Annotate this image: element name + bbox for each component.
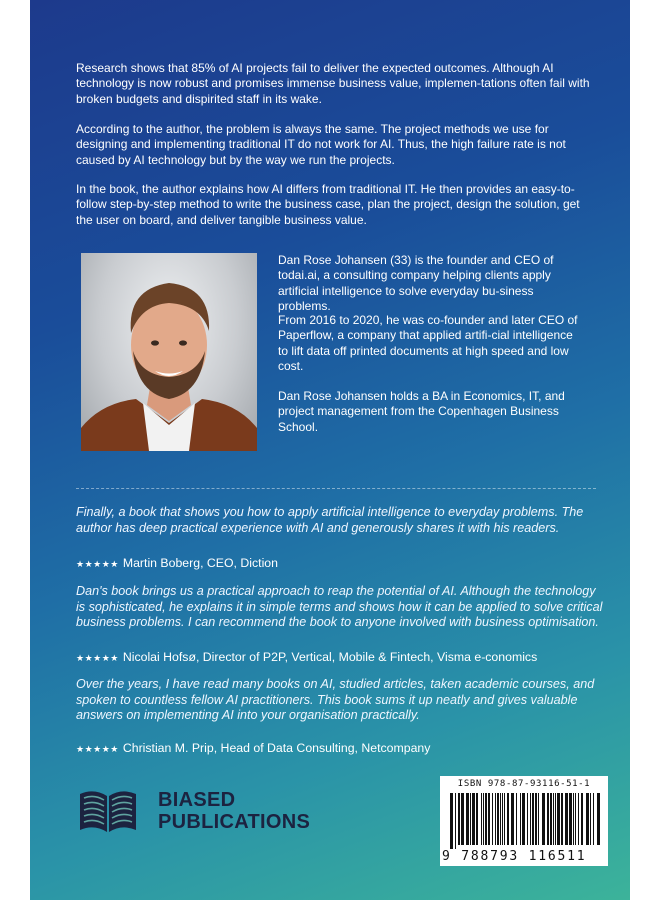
publisher-name-line-2: PUBLICATIONS xyxy=(158,811,311,833)
isbn-text: ISBN 978-87-93116-51-1 xyxy=(457,779,591,789)
barcode-bar xyxy=(593,793,594,845)
barcode-bar xyxy=(466,793,469,845)
review-author-2: Nicolai Hofsø, Director of P2P, Vertical, Mobile & Fintech, Visma e-conomics xyxy=(122,650,538,664)
barcode-bar xyxy=(527,793,528,845)
author-photo xyxy=(81,253,257,451)
barcode-bar xyxy=(458,793,460,845)
barcode-bar xyxy=(488,793,490,845)
barcode-bars xyxy=(450,793,600,849)
barcode-bar xyxy=(504,793,505,845)
blurb-paragraph-1: Research shows that 85% of AI projects fail to deliver the expected outcomes. Although AI technology is now robust and promises immense business value, implemen-tations often fail with broken budgets and dispirited staff in its wake. xyxy=(76,61,590,106)
barcode-bar xyxy=(532,793,534,845)
author-bio-paragraph-1: Dan Rose Johansen (33) is the founder and CEO of todai.ai, a consulting company helping clients apply artificial intelligence to solve everyday bu-siness problems. xyxy=(278,253,554,313)
barcode-bar xyxy=(450,793,453,849)
rating-stars: ★★★★★ xyxy=(76,653,119,663)
barcode-bar xyxy=(578,793,579,845)
barcode-digits: 9 788793 116511 xyxy=(442,849,587,864)
barcode-bar xyxy=(538,793,539,845)
open-book-icon xyxy=(78,784,138,836)
review-author-1: Martin Boberg, CEO, Diction xyxy=(122,556,278,570)
author-bio-paragraph-2: From 2016 to 2020, he was co-founder and later CEO of Paperflow, a company that applied artifi-cial intelligence to lift data off printed documents at high speed and low cost. xyxy=(278,313,578,373)
barcode-bar xyxy=(569,793,572,845)
barcode-bar xyxy=(502,793,503,845)
barcode-bar xyxy=(535,793,537,845)
review-attribution-3 xyxy=(76,741,430,757)
barcode-bar xyxy=(485,793,487,845)
barcode-bar xyxy=(507,793,509,845)
barcode-bar xyxy=(575,793,576,845)
review-attribution-1 xyxy=(76,556,278,572)
barcode-bar xyxy=(481,793,482,845)
back-cover xyxy=(30,0,630,900)
barcode-bar xyxy=(565,793,568,845)
barcode-bar xyxy=(516,793,517,845)
blurb-paragraph-2: According to the author, the problem is always the same. The project methods we use for designing and implementing traditional IT do not work for AI. Thus, the high failure rate is not caused by AI technology but by the way we run the projects. xyxy=(76,122,566,167)
review-quote-2: Dan's book brings us a practical approach to reap the potential of AI. Although the technology is sophisticated, he explains it in simple terms and shows how it can be applied to solve critical business problems. I can recommend the book to anyone involved with business optimisation. xyxy=(76,584,603,630)
blurb-paragraph-3: In the book, the author explains how AI differs from traditional IT. He then provides an easy-to-follow step-by-step method to write the business case, plan the project, design the solution, get the user on board, and deliver tangible business value. xyxy=(76,182,580,227)
barcode-bar xyxy=(597,793,600,845)
review-quote-1: Finally, a book that shows you how to apply artificial intelligence to everyday problems. The author has deep practical experience with AI and generously shares it with his readers. xyxy=(76,505,584,535)
isbn-barcode xyxy=(440,776,608,866)
review-attribution-2 xyxy=(76,650,537,666)
barcode-bar xyxy=(455,793,456,849)
barcode-bar xyxy=(520,793,521,845)
barcode-bar xyxy=(476,793,478,845)
barcode-bar xyxy=(553,793,554,845)
author-portrait-icon xyxy=(81,253,257,451)
barcode-bar xyxy=(492,793,493,845)
publisher-name xyxy=(158,789,310,833)
barcode-bar xyxy=(497,793,499,845)
barcode-bar xyxy=(561,793,563,845)
barcode-bar xyxy=(511,793,514,845)
barcode-bar xyxy=(550,793,552,845)
barcode-bar xyxy=(470,793,471,845)
barcode-bar xyxy=(522,793,525,845)
barcode-bar xyxy=(530,793,531,845)
barcode-bar xyxy=(472,793,475,845)
barcode-bar xyxy=(581,793,583,845)
barcode-bar xyxy=(547,793,549,845)
barcode-bar xyxy=(557,793,560,845)
rating-stars: ★★★★★ xyxy=(76,559,119,569)
publisher-name-line-1: BIASED xyxy=(158,789,236,811)
author-bio-paragraph-3: Dan Rose Johansen holds a BA in Economics, IT, and project management from the Copenhagen Business School. xyxy=(278,389,565,434)
barcode-bar xyxy=(495,793,496,845)
barcode-bar xyxy=(590,793,591,845)
barcode-bar xyxy=(500,793,501,845)
barcode-bar xyxy=(555,793,556,845)
barcode-bar xyxy=(461,793,464,845)
review-author-3: Christian M. Prip, Head of Data Consulting, Netcompany xyxy=(122,741,431,755)
barcode-bar xyxy=(586,793,589,845)
review-quote-3: Over the years, I have read many books on AI, studied articles, taken academic courses, and spoken to countless fellow AI practitioners. This book sums it up neatly and gives valuable answers on implementing AI into your organisation practically. xyxy=(76,677,595,723)
section-divider xyxy=(76,488,596,489)
barcode-bar xyxy=(483,793,484,845)
barcode-bar xyxy=(573,793,574,845)
barcode-bar xyxy=(542,793,545,845)
rating-stars: ★★★★★ xyxy=(76,744,119,754)
